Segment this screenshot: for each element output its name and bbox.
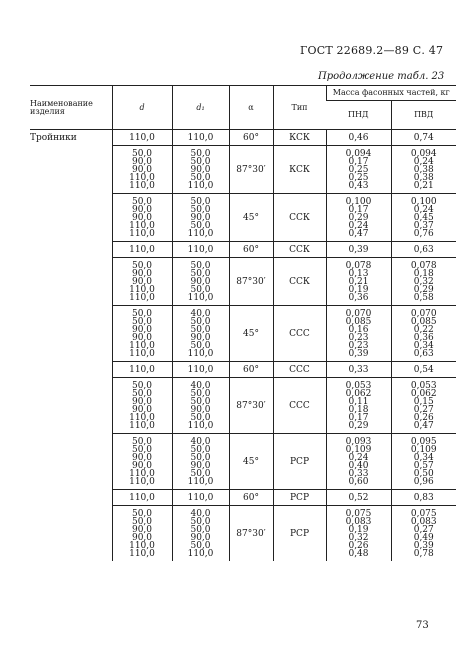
cell-pnd-value: 0,109 [345, 444, 372, 455]
cell-alpha: 87°30′ [229, 506, 273, 562]
cell-d-value: 50,0 [131, 516, 153, 527]
cell-d-value: 90,0 [131, 404, 153, 415]
cell-pnd-value: 0,23 [348, 340, 369, 351]
cell-d1-value: 50,0 [190, 452, 211, 463]
cell-d1-value: 50,0 [190, 516, 211, 527]
cell-d-value: 110,0 [129, 180, 155, 191]
cell-pvd-value: 0,76 [413, 228, 434, 239]
cell-d1-value: 50,0 [190, 468, 211, 479]
cell-d1 [172, 242, 229, 258]
cell-d1-value: 110,0 [187, 492, 214, 503]
cell-d [112, 434, 172, 490]
cell-pnd-value: 0,19 [348, 284, 369, 295]
cell-pvd-value: 0,36 [413, 332, 434, 343]
cell-pvd-value: 0,053 [410, 380, 437, 391]
cell-d1-value: 50,0 [190, 268, 211, 279]
cell-d1-value: 50,0 [190, 172, 211, 183]
cell-pvd-value: 0,075 [410, 508, 437, 519]
cell-d-value: 110,0 [129, 244, 155, 255]
cell-d-value: 90,0 [131, 204, 153, 215]
cell-pnd [326, 434, 391, 490]
cell-type: ССС [273, 378, 326, 434]
cell-pnd-value: 0,085 [345, 316, 372, 327]
cell-pvd-value: 0,100 [410, 196, 437, 207]
cell-d [112, 194, 172, 242]
cell-pnd [326, 490, 391, 506]
cell-pnd-value: 0,100 [345, 196, 372, 207]
cell-pvd-value: 0,38 [413, 172, 434, 183]
cell-pnd-value: 0,33 [348, 364, 369, 375]
cell-pvd-value: 0,49 [413, 532, 434, 543]
page-header: ГОСТ 22689.2—89 С. 47 [300, 44, 444, 57]
cell-d [112, 506, 172, 562]
cell-type: ССК [273, 258, 326, 306]
table-body [30, 130, 456, 562]
cell-d [112, 258, 172, 306]
cell-pvd-value: 0,38 [413, 164, 434, 175]
cell-pnd-value: 0,46 [348, 132, 369, 143]
cell-d-value: 110,0 [129, 492, 155, 503]
cell-pvd-value: 0,83 [413, 492, 434, 503]
cell-pvd-value: 0,085 [410, 316, 437, 327]
cell-pnd-value: 0,062 [345, 388, 372, 399]
cell-alpha: 87°30′ [229, 258, 273, 306]
cell-pvd-value: 0,54 [413, 364, 434, 375]
cell-d [112, 242, 172, 258]
cell-d-value: 50,0 [131, 508, 153, 519]
cell-pvd [391, 378, 456, 434]
cell-pnd-value: 0,33 [348, 468, 369, 479]
cell-pvd [391, 130, 456, 146]
cell-pnd-value: 0,26 [348, 540, 369, 551]
cell-pvd-value: 0,63 [413, 244, 434, 255]
cell-d [112, 146, 172, 194]
cell-d-value: 90,0 [131, 324, 153, 335]
cell-type: РСР [273, 490, 326, 506]
product-name: Тройники [30, 133, 77, 143]
cell-d-value: 110,0 [129, 420, 155, 431]
cell-pvd [391, 490, 456, 506]
cell-d [112, 306, 172, 362]
cell-pvd-value: 0,63 [413, 348, 434, 359]
cell-d-value: 90,0 [131, 524, 153, 535]
cell-d1 [172, 378, 229, 434]
cell-d1-value: 110,0 [187, 228, 214, 239]
cell-type: ССК [273, 242, 326, 258]
cell-pnd [326, 130, 391, 146]
cell-d1-value: 50,0 [190, 524, 211, 535]
cell-d1-value: 50,0 [190, 156, 211, 167]
cell-d1 [172, 506, 229, 562]
cell-pnd-value: 0,39 [348, 348, 369, 359]
cell-pnd-value: 0,29 [348, 212, 369, 223]
cell-d-value: 110,0 [129, 364, 155, 375]
cell-d1-value: 90,0 [190, 532, 211, 543]
header-name: Наименование изделия [30, 86, 112, 130]
cell-pvd [391, 434, 456, 490]
cell-pnd-value: 0,47 [348, 228, 369, 239]
cell-pvd-value: 0,26 [413, 412, 434, 423]
cell-d-value: 110,0 [129, 172, 155, 183]
cell-pnd-value: 0,11 [348, 396, 369, 407]
cell-d [112, 378, 172, 434]
cell-d1 [172, 194, 229, 242]
cell-d1-value: 110,0 [187, 548, 214, 559]
cell-pnd-value: 0,094 [345, 148, 372, 159]
cell-pvd-value: 0,070 [410, 308, 437, 319]
cell-type: КСК [273, 130, 326, 146]
cell-d-value: 50,0 [131, 388, 153, 399]
cell-pvd-value: 0,37 [413, 220, 434, 231]
cell-pnd-value: 0,40 [348, 460, 369, 471]
cell-pnd [326, 306, 391, 362]
cell-d1-value: 50,0 [190, 316, 211, 327]
cell-pvd [391, 506, 456, 562]
header-pnd: ПНД [326, 101, 391, 130]
cell-pvd-value: 0,57 [413, 460, 434, 471]
cell-alpha: 87°30′ [229, 146, 273, 194]
cell-d-value: 50,0 [131, 196, 153, 207]
cell-d1-value: 110,0 [187, 244, 214, 255]
cell-pnd-value: 0,078 [345, 260, 372, 271]
header-type: Тип [273, 86, 326, 130]
cell-pnd [326, 146, 391, 194]
cell-d-value: 110,0 [129, 220, 155, 231]
cell-pvd-value: 0,083 [410, 516, 437, 527]
cell-d1-value: 110,0 [187, 348, 214, 359]
cell-pnd-value: 0,075 [345, 508, 372, 519]
cell-d [112, 362, 172, 378]
cell-d-value: 90,0 [131, 460, 153, 471]
cell-pnd-value: 0,17 [348, 412, 369, 423]
cell-d-value: 110,0 [129, 228, 155, 239]
cell-d1-value: 110,0 [187, 420, 214, 431]
cell-pvd [391, 258, 456, 306]
cell-type: ССК [273, 194, 326, 242]
cell-pnd-value: 0,24 [348, 220, 369, 231]
cell-d1-value: 110,0 [187, 180, 214, 191]
cell-d-value: 110,0 [129, 476, 155, 487]
cell-pnd-value: 0,19 [348, 524, 369, 535]
table-row [30, 130, 456, 146]
cell-d1-value: 50,0 [190, 284, 211, 295]
cell-pnd-value: 0,17 [348, 156, 369, 167]
header-d1: d₁ [172, 86, 229, 130]
cell-d1-value: 50,0 [190, 324, 211, 335]
cell-d1-value: 50,0 [190, 540, 211, 551]
cell-pvd-value: 0,34 [413, 452, 434, 463]
cell-d1 [172, 146, 229, 194]
cell-alpha: 45° [229, 306, 273, 362]
cell-alpha: 45° [229, 434, 273, 490]
cell-pvd-value: 0,21 [413, 180, 434, 191]
cell-d [112, 130, 172, 146]
cell-d1-value: 50,0 [190, 412, 211, 423]
cell-type: РСР [273, 506, 326, 562]
cell-d-value: 50,0 [131, 380, 153, 391]
cell-d-value: 90,0 [131, 212, 153, 223]
cell-pnd [326, 242, 391, 258]
cell-d-value: 50,0 [131, 308, 153, 319]
cell-d1 [172, 130, 229, 146]
cell-pnd-value: 0,23 [348, 332, 369, 343]
cell-pnd-value: 0,18 [348, 404, 369, 415]
cell-pnd-value: 0,60 [348, 476, 369, 487]
header-d: d [112, 86, 172, 130]
cell-d-value: 110,0 [129, 340, 155, 351]
cell-d1 [172, 362, 229, 378]
cell-pvd-value: 0,34 [413, 340, 434, 351]
cell-d [112, 490, 172, 506]
cell-d1-value: 50,0 [190, 396, 211, 407]
cell-pnd [326, 506, 391, 562]
cell-d1-value: 50,0 [190, 148, 211, 159]
cell-d1-value: 40,0 [190, 308, 211, 319]
cell-pvd-value: 0,109 [410, 444, 437, 455]
cell-d-value: 90,0 [131, 532, 153, 543]
cell-d-value: 110,0 [129, 548, 155, 559]
cell-pvd-value: 0,74 [413, 132, 434, 143]
header-pvd: ПВД [391, 101, 456, 130]
cell-pvd [391, 242, 456, 258]
page-number: 73 [416, 620, 429, 631]
cell-d-value: 110,0 [129, 412, 155, 423]
cell-d1-value: 50,0 [190, 220, 211, 231]
cell-d1-value: 50,0 [190, 196, 211, 207]
cell-pnd-value: 0,093 [345, 436, 372, 447]
cell-pnd-value: 0,13 [348, 268, 369, 279]
cell-pvd [391, 194, 456, 242]
cell-pnd-value: 0,29 [348, 420, 369, 431]
cell-pvd-value: 0,15 [413, 396, 434, 407]
continuation-title: Продолжение табл. 23 [318, 71, 445, 82]
cell-d1 [172, 490, 229, 506]
cell-pvd-value: 0,96 [413, 476, 434, 487]
cell-type: РСР [273, 434, 326, 490]
cell-pnd-value: 0,25 [348, 172, 369, 183]
cell-alpha: 87°30′ [229, 378, 273, 434]
cell-d-value: 90,0 [131, 276, 153, 287]
data-table [30, 85, 456, 561]
header-mass: Масса фасонных частей, кг [326, 86, 456, 101]
cell-d1-value: 40,0 [190, 508, 211, 519]
cell-pnd [326, 378, 391, 434]
cell-d-value: 50,0 [131, 148, 153, 159]
cell-alpha: 60° [229, 490, 273, 506]
cell-pvd-value: 0,27 [413, 404, 434, 415]
cell-type: КСК [273, 146, 326, 194]
cell-d1-value: 110,0 [187, 292, 214, 303]
cell-d-value: 90,0 [131, 452, 153, 463]
cell-pvd-value: 0,29 [413, 284, 434, 295]
cell-pvd-value: 0,47 [413, 420, 434, 431]
cell-d-value: 50,0 [131, 316, 153, 327]
cell-d1-value: 90,0 [190, 460, 211, 471]
cell-d1-value: 90,0 [190, 212, 211, 223]
cell-d1 [172, 258, 229, 306]
cell-pnd-value: 0,48 [348, 548, 369, 559]
cell-pvd-value: 0,45 [413, 212, 434, 223]
cell-pvd-value: 0,39 [413, 540, 434, 551]
cell-type: ССС [273, 306, 326, 362]
cell-pvd-value: 0,50 [413, 468, 434, 479]
cell-pvd-value: 0,24 [413, 204, 434, 215]
cell-d1-value: 90,0 [190, 332, 211, 343]
cell-pnd [326, 258, 391, 306]
cell-d-value: 110,0 [129, 284, 155, 295]
cell-d1-value: 90,0 [190, 164, 211, 175]
cell-pvd-value: 0,18 [413, 268, 434, 279]
cell-pnd-value: 0,36 [348, 292, 369, 303]
cell-d1 [172, 306, 229, 362]
cell-d1-value: 110,0 [187, 364, 214, 375]
cell-d-value: 110,0 [129, 540, 155, 551]
cell-pnd-value: 0,32 [348, 532, 369, 543]
cell-d-value: 90,0 [131, 156, 153, 167]
cell-pnd [326, 194, 391, 242]
cell-d1-value: 90,0 [190, 404, 211, 415]
cell-pnd-value: 0,17 [348, 204, 369, 215]
cell-pvd-value: 0,094 [410, 148, 437, 159]
cell-pnd-value: 0,25 [348, 164, 369, 175]
cell-d1-value: 110,0 [187, 476, 214, 487]
cell-alpha: 60° [229, 130, 273, 146]
cell-pnd-value: 0,43 [348, 180, 369, 191]
cell-d-value: 90,0 [131, 268, 153, 279]
cell-pvd-value: 0,22 [413, 324, 434, 335]
cell-pnd-value: 0,21 [348, 276, 369, 287]
cell-alpha: 60° [229, 362, 273, 378]
cell-d1-value: 40,0 [190, 436, 211, 447]
cell-pvd-value: 0,095 [410, 436, 437, 447]
cell-pvd-value: 0,062 [410, 388, 437, 399]
cell-pvd [391, 362, 456, 378]
cell-pvd-value: 0,78 [413, 548, 434, 559]
cell-d1-value: 40,0 [190, 380, 211, 391]
cell-pnd [326, 362, 391, 378]
cell-d1-value: 50,0 [190, 340, 211, 351]
cell-d-value: 110,0 [129, 292, 155, 303]
cell-pvd-value: 0,32 [413, 276, 434, 287]
cell-d1-value: 110,0 [187, 132, 214, 143]
cell-pnd-value: 0,52 [348, 492, 369, 503]
cell-d1-value: 50,0 [190, 260, 211, 271]
cell-d-value: 110,0 [129, 468, 155, 479]
cell-d1-value: 50,0 [190, 444, 211, 455]
header-alpha: α [229, 86, 273, 130]
cell-d1 [172, 434, 229, 490]
cell-pnd-value: 0,083 [345, 516, 372, 527]
cell-d1-value: 90,0 [190, 276, 211, 287]
cell-d-value: 50,0 [131, 444, 153, 455]
cell-d-value: 50,0 [131, 436, 153, 447]
cell-type: ССС [273, 362, 326, 378]
cell-d-value: 90,0 [131, 164, 153, 175]
cell-pvd-value: 0,27 [413, 524, 434, 535]
cell-d-value: 90,0 [131, 332, 153, 343]
cell-pvd [391, 146, 456, 194]
cell-d-value: 90,0 [131, 396, 153, 407]
cell-pnd-value: 0,24 [348, 452, 369, 463]
cell-pvd-value: 0,078 [410, 260, 437, 271]
cell-alpha: 45° [229, 194, 273, 242]
cell-pnd-value: 0,16 [348, 324, 369, 335]
cell-d-value: 110,0 [129, 348, 155, 359]
cell-pvd-value: 0,58 [413, 292, 434, 303]
cell-alpha: 60° [229, 242, 273, 258]
cell-d1-value: 50,0 [190, 204, 211, 215]
cell-d-value: 110,0 [129, 132, 155, 143]
cell-pnd-value: 0,070 [345, 308, 372, 319]
cell-pvd-value: 0,24 [413, 156, 434, 167]
cell-pnd-value: 0,39 [348, 244, 369, 255]
cell-pnd-value: 0,053 [345, 380, 372, 391]
cell-pvd [391, 306, 456, 362]
cell-d-value: 50,0 [131, 260, 153, 271]
cell-d1-value: 50,0 [190, 388, 211, 399]
